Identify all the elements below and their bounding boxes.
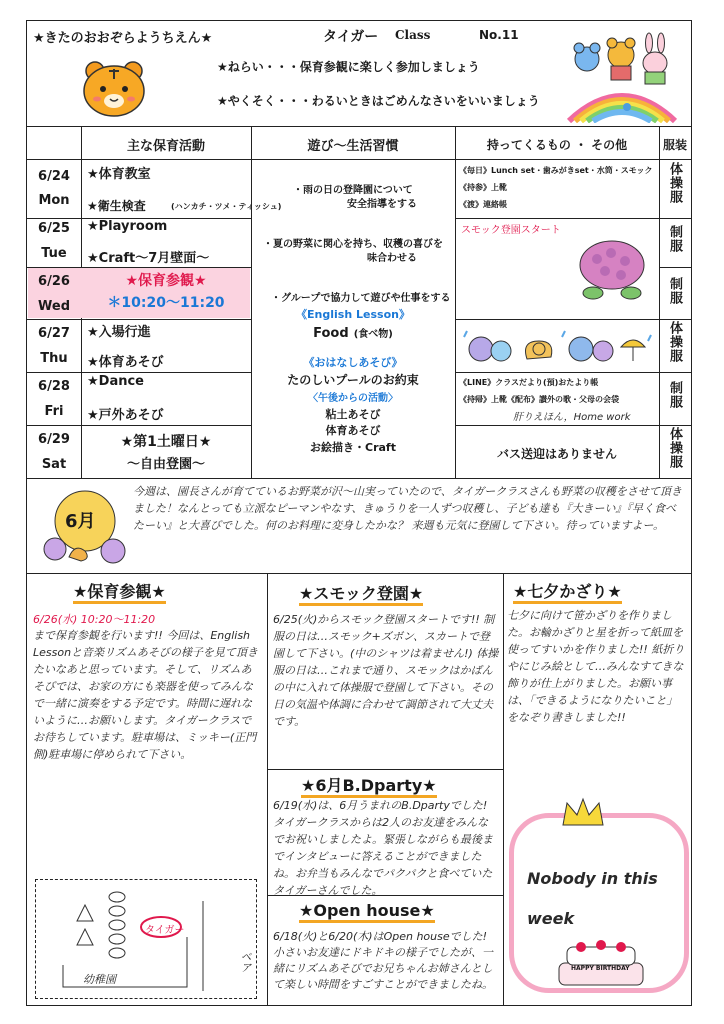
play-line-8: 《おはなしあそび》	[303, 356, 403, 369]
bring-fri-2: 《持帰》上靴《配布》讃外の歌・父母の会袋	[459, 395, 619, 404]
act2-1: ★Craft～7月壁面～	[87, 251, 210, 266]
play-line-10: 〈午後からの活動〉	[308, 393, 398, 404]
clothes-0: 体操服	[667, 162, 682, 204]
open-text: 6/18(火)と6/20(木)はOpen houseでした! 小さいお友達にドキドキの様子でしたが、一緒にリズムあそびでお兄ちゃんお姉さんとして楽しい時間をすごすことができましたね。	[273, 930, 493, 991]
bring-tue-1: スモック登園スタート	[461, 225, 561, 236]
dow-4: Fri	[44, 404, 64, 419]
bring-mon-3: 《渡》連絡帳	[459, 200, 507, 209]
map-kinder-label: 幼稚園	[83, 973, 116, 986]
play-line-4: 味合わせる	[367, 253, 417, 264]
bday-text: 6/19(水)は、6月うまれのB.Dpartyでした! タイガークラスからは2人のお友達をみんなでお祝いしましたよ。緊張しながらも最後までインタビューに答えることができましたね。お弁当もみんなでパクパクと食べていたタイガーさんでした。	[273, 799, 493, 897]
header-activity: 主な保育活動	[126, 139, 205, 154]
dow-0: Mon	[38, 193, 70, 208]
act2-4: ★戸外あそび	[87, 408, 164, 423]
date-1: 6/25	[38, 221, 70, 236]
act1-0: ★体育教室	[87, 167, 151, 182]
promise-text: ★やくそく・・・わるいときはごめんなさいをいいましょう	[217, 94, 540, 108]
bring-sat-1: バス送迎はありません	[496, 447, 617, 461]
clothes-5: 体操服	[667, 427, 682, 469]
open-title: ★Open house★	[299, 901, 435, 920]
class-word: Class	[395, 28, 431, 42]
date-5: 6/29	[38, 432, 70, 447]
date-0: 6/24	[38, 169, 70, 184]
tana-text: 七夕に向けて笹かざりを作りました。お輪かざりと星を折って紙皿を使ってすいかを作りました!! 紙折りやにじみ絵として…みんなすてきな飾りが仕上がりました。お願い事は、「できるようになりたいこと」をなぞり書きしました!!	[507, 609, 685, 724]
dow-1: Tue	[41, 246, 67, 261]
month-badge: 6月	[65, 511, 96, 532]
header-clothes: 服装	[662, 138, 687, 152]
nobody-text: Nobody in this week	[527, 869, 658, 928]
play-line-11: 粘土あそび	[325, 408, 381, 421]
hydrangea-illustration	[575, 233, 649, 303]
act1-2: ★保育参観★	[125, 273, 207, 289]
act1-4: ★Dance	[87, 374, 144, 389]
act2-2: ＊10:20～11:20	[107, 295, 225, 311]
date-4: 6/28	[38, 379, 70, 394]
school-name: ★きたのおおぞらようちえん★	[33, 31, 213, 46]
bday-title: ★6月B.Dparty★	[301, 773, 437, 796]
date-2: 6/26	[38, 274, 70, 289]
act1-5: ★第1土曜日★	[120, 434, 212, 450]
crown-icon	[559, 795, 607, 829]
issue-number: No.11	[479, 28, 519, 42]
play-line-2: 安全指導をする	[347, 199, 417, 210]
act2-0: ★衛生検査	[87, 199, 146, 213]
tana-title: ★七夕かざり★	[513, 579, 622, 602]
tiger-face-illustration	[79, 57, 149, 119]
clothes-3: 体操服	[667, 321, 682, 363]
clothes-4: 制服	[667, 381, 682, 409]
bring-mon-2: 《持参》上靴	[459, 183, 507, 192]
act2-note-0: (ハンカチ・ツメ・ティッシュ)	[171, 202, 282, 211]
clothes-1: 制服	[667, 225, 682, 253]
aim-text: ★ねらい・・・保育参観に楽しく参加しましょう	[217, 60, 480, 74]
play-line-1: ・雨の日の登降園について	[293, 185, 413, 196]
bring-fri-1: 《LINE》クラスだより(預)おたより帳	[459, 378, 599, 387]
act1-1: ★Playroom	[87, 219, 168, 234]
play-line-12: 体育あそび	[325, 424, 381, 437]
play-line-13: お絵描き・Craft	[310, 441, 396, 454]
parking-map-drawing	[37, 881, 253, 995]
act1-3: ★入場行進	[87, 325, 151, 340]
header-play: 遊び～生活習慣	[307, 139, 399, 154]
date-3: 6/27	[38, 326, 70, 341]
map-tiger-label: タイガー	[145, 925, 185, 936]
play-line-7-row	[251, 322, 455, 341]
play-line-7: Food	[313, 326, 349, 341]
bring-fri-3: 肝りえほん，Home work	[513, 412, 631, 423]
header-bring: 持ってくるもの ・ その他	[486, 138, 628, 152]
month-note-text: 今週は、園長さんが育てているお野菜が沢～山実っていたので、タイガークラスさんも野菜の収穫をさせて頂きました！なんとっても立派なピーマンやなす、きゅうりを一人ずつ収穫し、子ども達も『大きーい』『早く食べたーい』と大喜びでした。何のお料理に変身したかな？ 来週も元気に登園して下さい。待っていますよー。	[133, 485, 682, 532]
newsletter-page	[26, 20, 692, 1006]
observe-date: 6/26(水) 10:20～11:20	[33, 613, 156, 626]
bring-mon-1: 《毎日》Lunch set・歯みがきset・水筒・スモック	[459, 166, 653, 175]
dow-2: Wed	[38, 299, 70, 314]
cake-label: HAPPY BIRTHDAY	[571, 965, 630, 972]
dow-5: Sat	[41, 457, 67, 472]
rain-snail-illustration	[461, 327, 657, 367]
rainbow-animals-illustration	[563, 31, 681, 123]
observe-title: ★保育参観★	[73, 579, 166, 602]
class-name: タイガー	[323, 29, 379, 45]
play-line-7b: (食べ物)	[353, 329, 393, 340]
act2-3: ★体育あそび	[87, 355, 164, 370]
smock-title: ★スモック登園★	[299, 581, 423, 604]
smock-text: 6/25(火)からスモック登園スタートです!! 制服の日は…スモック+ズボン、スカートで登園して下さい。(中のシャツは着ません!) 体操服の日は…これまで通り、スモックはかばんの中に入れて体操服で登園して下さい。その日の気温や体調に合わせて調節されて大丈夫です。	[273, 613, 499, 728]
play-line-6: 《English Lesson》	[296, 308, 410, 321]
observe-text: まで保育参観を行います!! 今回は、English Lessonと音楽リズムあそびの様子を見て頂きたいなあと思っています。そして、リズムあそびでは、お家の方にも楽器を使ってみんなで一緒に演奏をする予定です。時間に遅れないように…お願いします。タイガークラスでお待ちしています。駐車場は、ミッキー(正門側)駐車場に停められて下さい。	[33, 629, 258, 761]
play-line-9: たのしいプールのお約束	[287, 373, 419, 387]
clothes-2: 制服	[667, 277, 682, 305]
dow-3: Thu	[40, 351, 68, 366]
act2-5: ～自由登園～	[126, 457, 205, 472]
play-line-5: ・グループで協力して遊びや仕事をする	[271, 293, 451, 304]
map-gate-label: ベア	[239, 951, 252, 973]
play-line-3: ・夏の野菜に関心を持ち、収穫の喜びを	[263, 239, 443, 250]
